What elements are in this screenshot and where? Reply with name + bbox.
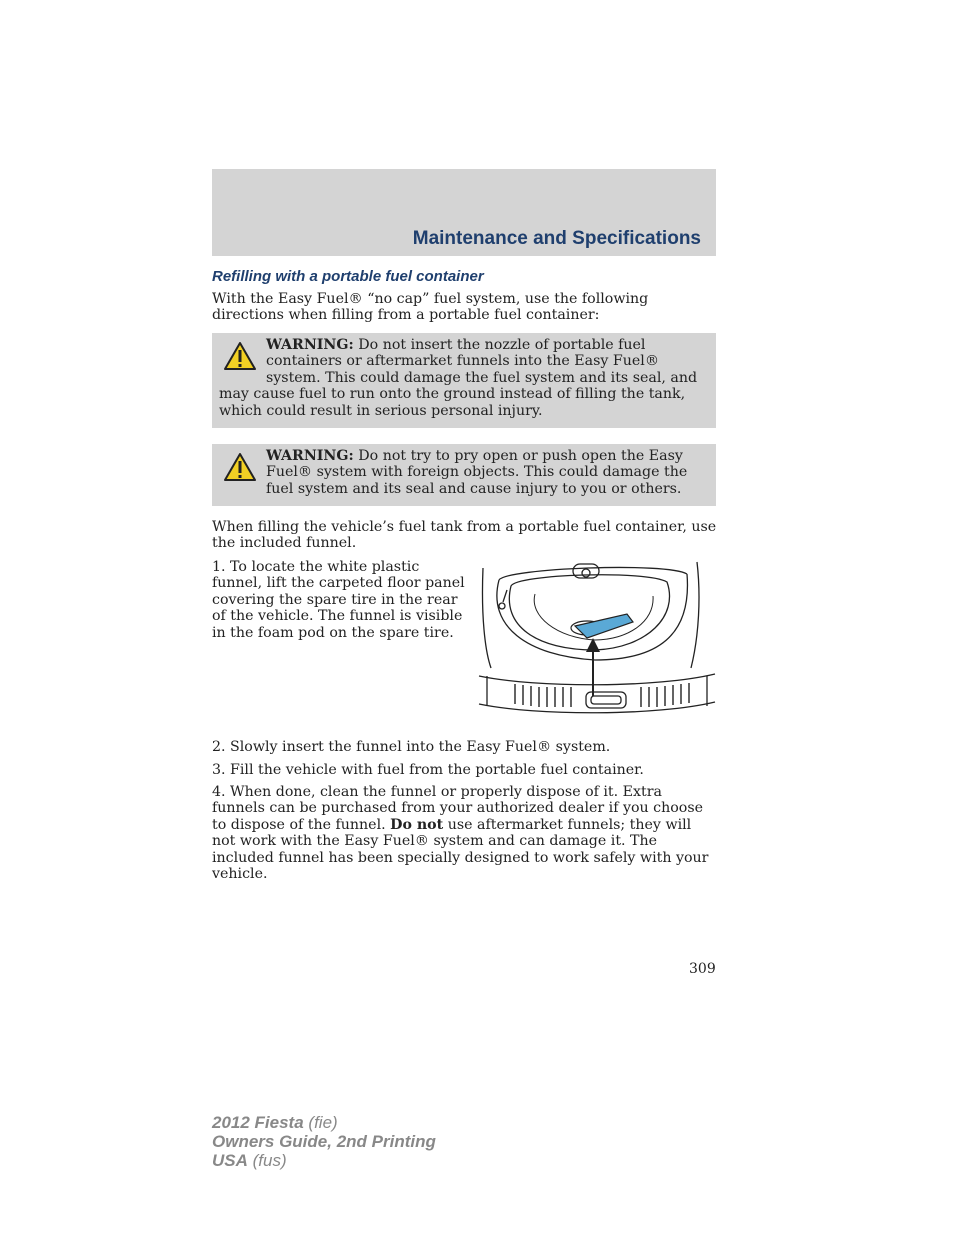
footer-model: 2012 Fiesta — [212, 1113, 304, 1132]
page-number: 309 — [689, 961, 716, 977]
step-4-text-a: 4. When done, clean the funnel or properly dispose of it. Extra funnels can be purchased from your authorized dealer if you choose to dispose of the funnel. — [212, 784, 704, 833]
intro-paragraph: With the Easy Fuel® “no cap” fuel system, use the following directions when filling from a portable fuel container: — [212, 291, 649, 324]
warning-box-1 — [212, 333, 716, 428]
funnel-note-paragraph: When filling the vehicle’s fuel tank from a portable fuel container, use the included funnel. — [212, 519, 717, 552]
warning-label: WARNING: — [266, 448, 354, 464]
warning-triangle-icon — [223, 452, 257, 482]
step-4-emphasis: Do not — [390, 816, 444, 833]
chapter-title: Maintenance and Specifications — [412, 228, 701, 249]
footer-model-code: (fie) — [308, 1113, 338, 1132]
warning-triangle-icon — [223, 341, 257, 371]
warning-text: Do not try to pry open or push open the Easy Fuel® system with foreign objects. This could damage the fuel system and its seal and cause injury to you or others. — [266, 448, 688, 497]
footer-printing: Owners Guide, 2nd Printing — [212, 1132, 436, 1151]
warning-text: Do not insert the nozzle of portable fuel containers or aftermarket funnels into the Easy Fuel® system. This could damage the fuel system and its seal, and may cause fuel to run onto the ground instead of filling the tank, which could result in serious personal injury. — [219, 337, 698, 419]
step-4 — [212, 784, 718, 882]
warning-label: WARNING: — [266, 337, 354, 353]
footer-market-code: (fus) — [252, 1151, 287, 1170]
section-title: Refilling with a portable fuel container — [212, 268, 484, 285]
step-4-text-b: use aftermarket funnels; they will not work with the Easy Fuel® system and can damage it. The included funnel has been specially designed to work safely with your vehicle. — [212, 816, 709, 883]
step-3: 3. Fill the vehicle with fuel from the portable fuel container. — [212, 762, 644, 778]
spare-tire-funnel-illustration — [477, 556, 717, 722]
step-1: 1. To locate the white plastic funnel, lift the carpeted floor panel covering the spare tire in the rear of the vehicle. The funnel is visible in the foam pod on the spare tire. — [212, 559, 465, 641]
footer-edition-info — [212, 1113, 436, 1170]
footer-market: USA — [212, 1151, 248, 1170]
step-2: 2. Slowly insert the funnel into the Easy Fuel® system. — [212, 739, 611, 755]
warning-box-2 — [212, 444, 716, 506]
section-header-band — [212, 169, 716, 256]
